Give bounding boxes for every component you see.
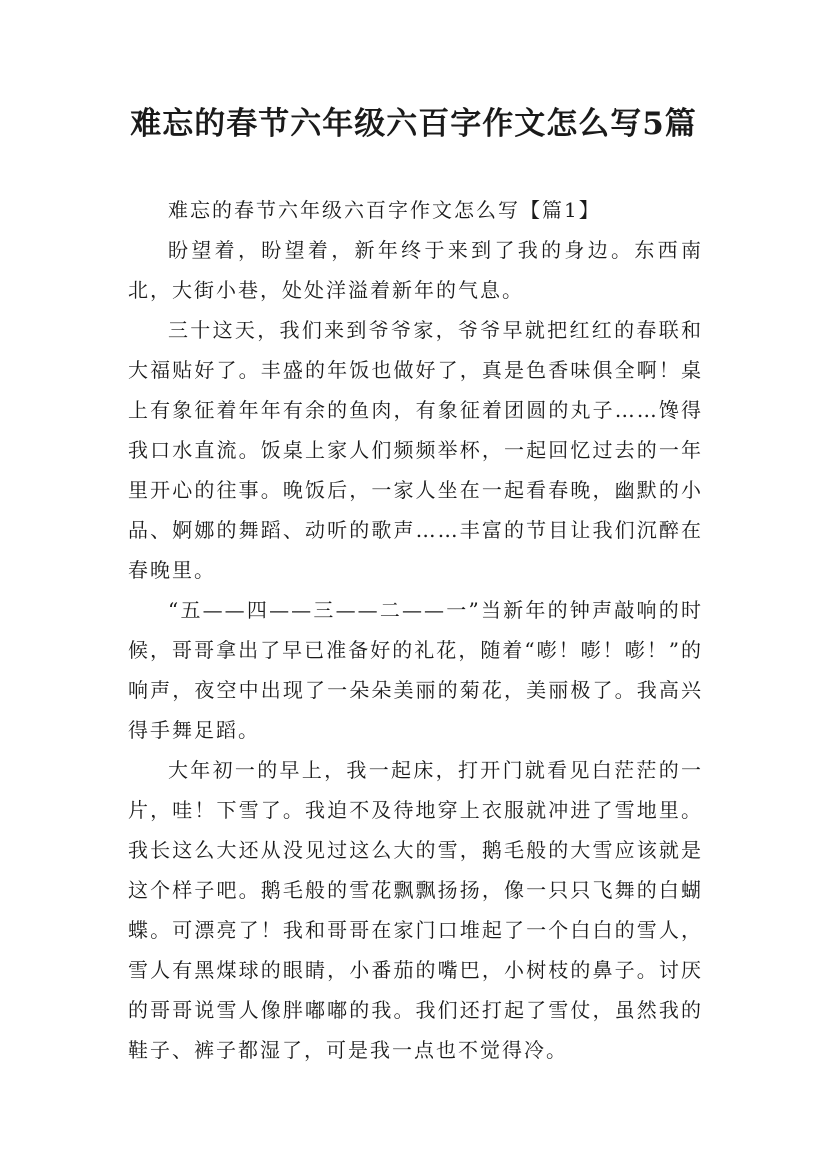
document-title: 难忘的春节六年级六百字作文怎么写5篇	[130, 106, 697, 142]
document-body	[128, 190, 703, 1070]
paragraph: 盼望着，盼望着，新年终于来到了我的身边。东西南北，大街小巷，处处洋溢着新年的气息。	[128, 238, 703, 302]
paragraph: 大年初一的早上，我一起床，打开门就看见白茫茫的一片，哇！下雪了。我迫不及待地穿上衣服就冲进了雪地里。我长这么大还从没见过这么大的雪，鹅毛般的大雪应该就是这个样子吧。鹅毛般的雪花飘飘扬扬，像一只只飞舞的白蝴蝶。可漂亮了！我和哥哥在家门口堆起了一个白白的雪人，雪人有黑煤球的眼睛，小番茄的嘴巴，小树枝的鼻子。讨厌的哥哥说雪人像胖嘟嘟的我。我们还打起了雪仗，虽然我的鞋子、裤子都湿了，可是我一点也不觉得冷。	[128, 758, 703, 1062]
paragraph: 三十这天，我们来到爷爷家，爷爷早就把红红的春联和大福贴好了。丰盛的年饭也做好了，真是色香味俱全啊！桌上有象征着年年有余的鱼肉，有象征着团圆的丸子……馋得我口水直流。饭桌上家人们频频举杯，一起回忆过去的一年里开心的往事。晚饭后，一家人坐在一起看春晚，幽默的小品、婀娜的舞蹈、动听的歌声……丰富的节目让我们沉醉在春晚里。	[128, 318, 703, 582]
section-heading: 难忘的春节六年级六百字作文怎么写【篇1】	[168, 198, 601, 222]
paragraph: “五——四——三——二——一”当新年的钟声敲响的时候，哥哥拿出了早已准备好的礼花，随着“嘭！嘭！嘭！”的响声，夜空中出现了一朵朵美丽的菊花，美丽极了。我高兴得手舞足蹈。	[128, 598, 703, 742]
